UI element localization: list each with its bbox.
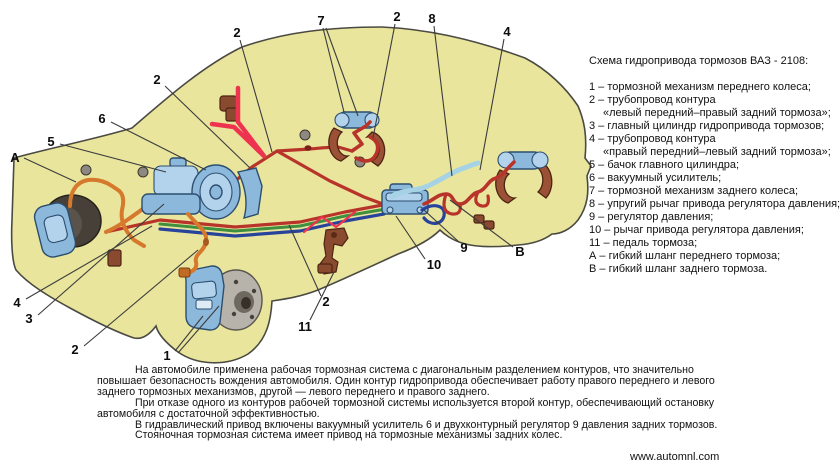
legend-item: 6 – вакуумный усилитель; xyxy=(589,172,722,184)
legend-item: 10 – рычаг привода регулятора давления; xyxy=(589,224,804,236)
callout-label: 3 xyxy=(25,311,33,326)
callout-label: 10 xyxy=(426,257,442,272)
legend-item: «левый передний–правый задний тормоза»; xyxy=(603,107,831,119)
legend-item: 4 – трубопровод контура xyxy=(589,133,716,145)
legend-item: 9 – регулятор давления; xyxy=(589,211,714,223)
legend-item: В – гибкий шланг заднего тормоза. xyxy=(589,263,768,275)
callout-label: В xyxy=(515,244,525,259)
callout-label: 2 xyxy=(322,294,330,309)
legend-item: 1 – тормозной механизм переднего колеса; xyxy=(589,81,811,93)
callout-label: 11 xyxy=(298,319,312,334)
callout-label: 2 xyxy=(71,342,79,357)
description-text xyxy=(97,365,719,441)
legend-item: «правый передний–левый задний тормоза»; xyxy=(603,146,831,158)
callout-label: 2 xyxy=(393,9,401,24)
description-paragraph: Стояночная тормозная система имеет привод на тормозные механизмы задних колес. xyxy=(135,429,563,442)
legend-panel xyxy=(589,55,839,276)
callout-label: 5 xyxy=(47,134,55,149)
legend-title: Схема гидропривода тормозов ВАЗ - 2108: xyxy=(589,55,809,67)
callout-label: 4 xyxy=(13,295,21,310)
callout-label: 2 xyxy=(153,72,161,87)
front-right-brake xyxy=(186,266,262,330)
legend-item: 7 – тормозной механизм заднего колеса; xyxy=(589,185,799,197)
master-cylinder-body xyxy=(142,194,200,214)
legend-item: А – гибкий шланг переднего тормоза; xyxy=(589,250,781,262)
callout-label: 2 xyxy=(233,25,241,40)
legend-item: 5 – бачок главного цилиндра; xyxy=(589,159,740,171)
footer-url: www.automnl.com xyxy=(630,451,720,463)
callout-label: 4 xyxy=(503,24,511,39)
description-paragraph: На автомобиле применена рабочая тормозная система с диагональным разделением контуров, что значительно повышает безопасность вождения автомобиля. Один контур гидропривода обеспечивает работу правого переднего и левого заднего тормозных механизмов, другой — левого переднего и правого заднего. xyxy=(97,364,715,398)
callout-label: 9 xyxy=(460,240,468,255)
legend-item: 3 – главный цилиндр гидропривода тормозов; xyxy=(589,120,825,132)
legend-item: 2 – трубопровод контура xyxy=(589,94,716,106)
callout-label: 7 xyxy=(317,13,325,28)
description-paragraph: При отказе одного из контуров рабочей тормозной системы используется второй контур, обеспечивающий остановку автомобиля с достаточной эффективностью. xyxy=(97,396,715,420)
legend-item: 8 – упругий рычаг привода регулятора давления; xyxy=(589,198,840,210)
callout-label: 1 xyxy=(163,348,171,363)
callout-label: 8 xyxy=(428,11,436,26)
description-paragraph: В гидравлический привод включены вакуумный усилитель 6 и двухконтурный регулятор 9 давления задних тормозов. xyxy=(135,418,718,431)
legend-item: 11 – педаль тормоза; xyxy=(589,237,698,249)
legend-items xyxy=(589,81,839,276)
floor-bracket xyxy=(108,250,121,266)
callout-label: А xyxy=(10,150,20,165)
callout-label: 6 xyxy=(98,111,106,126)
